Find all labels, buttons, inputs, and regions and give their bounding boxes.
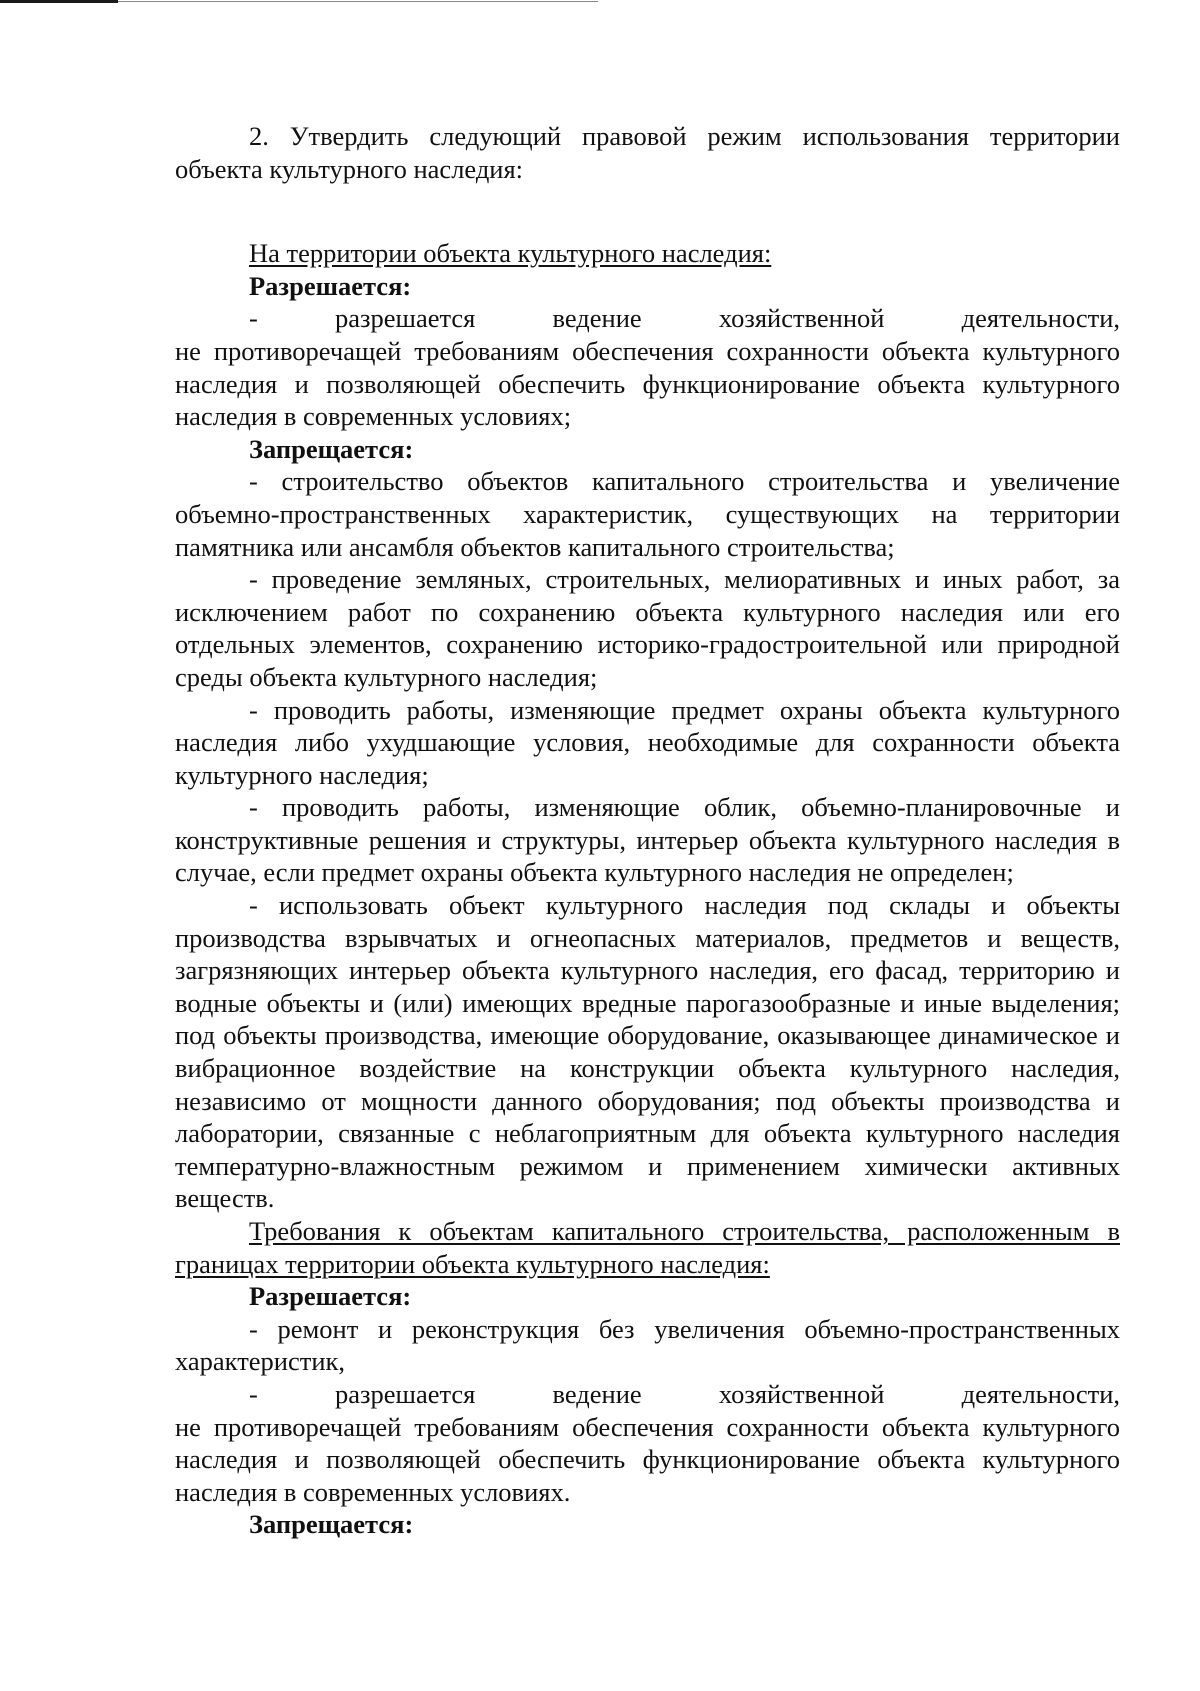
section1-allowed-rest: не противоречащей требованиям обеспечения сохранности объекта культурного наследия и позволяющей обеспечить функционирование объекта культурного наследия в современных условиях; [175, 335, 1120, 432]
scan-edge-line [0, 0, 118, 3]
section2-heading-text: Требования к объектам капитального строительства, расположенным в границах территории объекта культурного наследия: [175, 1216, 1120, 1279]
section2-allowed-label: Разрешается: [249, 1281, 412, 1312]
section1-allowed-first-line [175, 302, 1120, 335]
section1-forbidden-item: - использовать объект культурного наследия под склады и объекты производства взрывчатых и огнеопасных материалов, предметов и веществ, загрязняющих интерьер объекта культурного наследия, его фасад, территорию и водные объекты и (или) имеющих вредные парогазообразные и иные выделения; под объекты производства, имеющие оборудование, оказывающее динамическое и вибрационное воздействие на конструкции объекта культурного наследия, независимо от мощности данного оборудования; под объекты производства и лаборатории, связанные с неблагоприятным для объекта культурного наследия температурно-влажностным режимом и применением химически активных веществ. [175, 890, 1120, 1214]
scan-edge-line-faint [118, 1, 598, 2]
section1-allowed-first-line-text: разрешается ведение хозяйственной деятельности, [335, 303, 1120, 334]
dash-marker: - [249, 1378, 258, 1409]
section1-heading [175, 237, 1120, 270]
section2-allowed-first-line-text: разрешается ведение хозяйственной деятельности, [335, 1378, 1120, 1409]
section1-forbidden-item: - проводить работы, изменяющие облик, объемно-планировочные и конструктивные решения и структуры, интерьер объекта культурного наследия в случае, если предмет охраны объекта культурного наследия не определен; [175, 792, 1120, 888]
section1-forbidden-item: - строительство объектов капитального строительства и увеличение объемно-пространственных характеристик, существующих на территории памятника или ансамбля объектов капитального строительства; [175, 466, 1120, 562]
section1-forbidden-item: - проводить работы, изменяющие предмет охраны объекта культурного наследия либо ухудшающие условия, необходимые для сохранности объекта культурного наследия; [175, 694, 1120, 790]
section2-allowed-item: - ремонт и реконструкция без увеличения объемно-пространственных характеристик, [175, 1313, 1120, 1377]
section2-allowed-first-line [175, 1378, 1120, 1411]
spacer [175, 185, 1120, 237]
section1-heading-text: На территории объекта культурного наследия: [249, 238, 772, 269]
document-page [175, 120, 1120, 1541]
section1-forbidden-item: - проведение земляных, строительных, мелиоративных и иных работ, за исключением работ по сохранению объекта культурного наследия или его отдельных элементов, сохранению историко-градостроительной или природной среды объекта культурного наследия; [175, 564, 1120, 692]
dash-marker: - [249, 303, 258, 334]
section2-allowed-rest: не противоречащей требованиям обеспечения сохранности объекта культурного наследия и позволяющей обеспечить функционирование объекта культурного наследия в современных условиях. [175, 1411, 1120, 1507]
section2-forbidden-label: Запрещается: [249, 1509, 414, 1540]
section2-heading [175, 1215, 1120, 1280]
intro-paragraph: 2. Утвердить следующий правовой режим использования территории объекта культурного наследия: [175, 121, 1120, 184]
section1-forbidden-label: Запрещается: [249, 433, 414, 464]
section1-allowed-label: Разрешается: [249, 270, 412, 301]
